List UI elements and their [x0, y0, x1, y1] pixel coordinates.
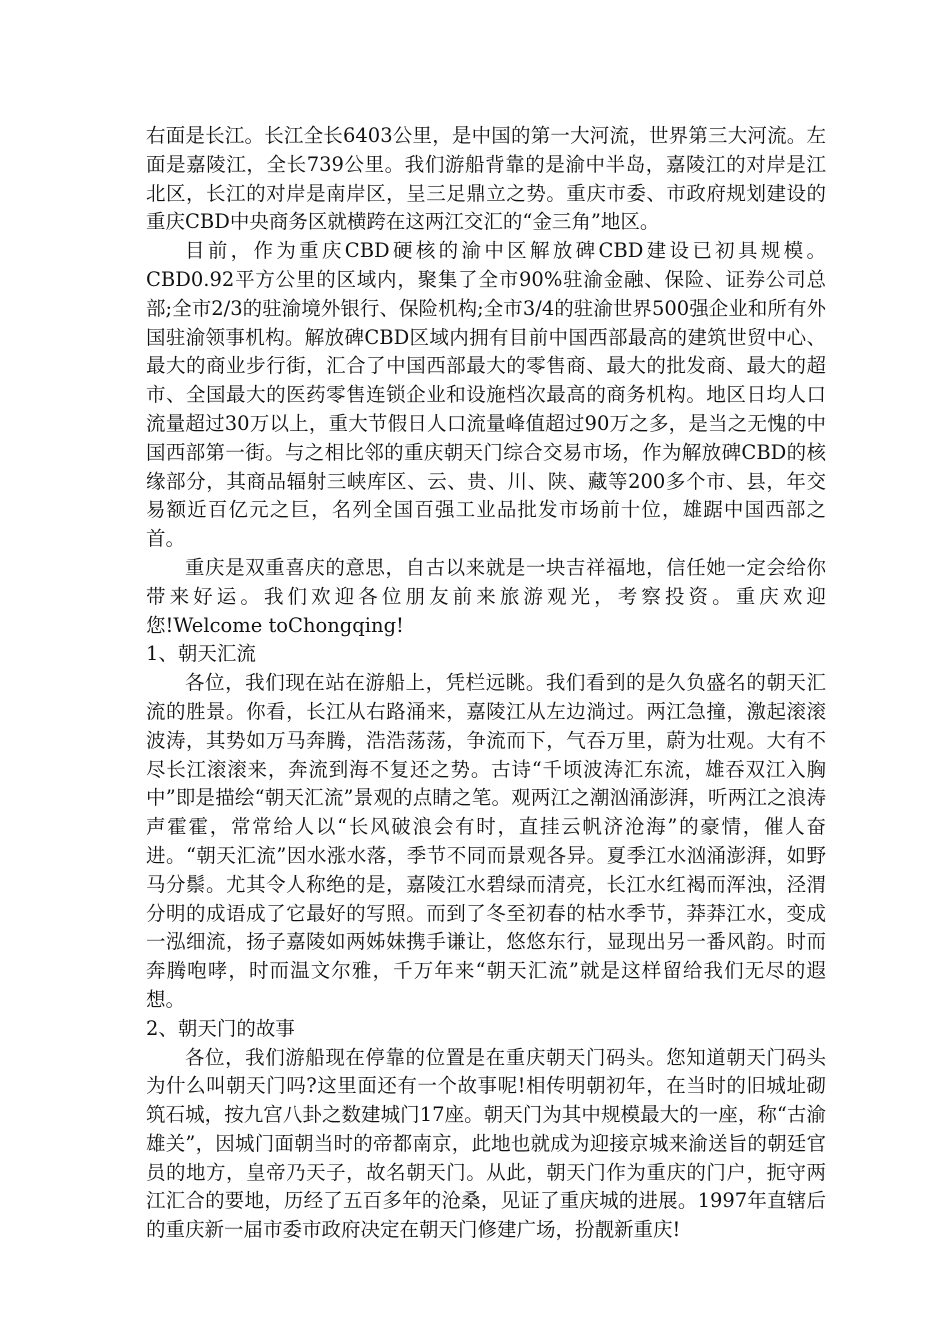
cbd-paragraph: 目前，作为重庆CBD硬核的渝中区解放碑CBD建设已初具规模。CBD0.92平方公里的区域内，聚集了全市90%驻渝金融、保险、证券公司总部;全市2/3的驻渝境外银行、保险机构;全市3/4的驻渝世界500强企业和所有外国驻渝领事机构。解放碑CBD区域内拥有目前中国西部最高的建筑世贸中心、最大的商业步行街，汇合了中国西部最大的零售商、最大的批发商、最大的超市、全国最大的医药零售连锁企业和设施档次最高的商务机构。地区日均人口流量超过30万以上，重大节假日人口流量峰值超过90万之多，是当之无愧的中国西部第一街。与之相比邻的重庆朝天门综合交易市场，作为解放碑CBD的核缘部分，其商品辐射三峡库区、云、贵、川、陕、藏等200多个市、县，年交易额近百亿元之巨，名列全国百强工业品批发市场前十位，雄踞中国西部之首。 — [146, 239, 826, 551]
chaotianmen-story-paragraph: 各位，我们游船现在停靠的位置是在重庆朝天门码头。您知道朝天门码头为什么叫朝天门吗?这里面还有一个故事呢!相传明朝初年，在当时的旧城址砌筑石城，按九宫八卦之数建城门17座。朝天门为其中规模最大的一座，称“古渝雄关”，因城门面朝当时的帝都南京，此地也就成为迎接京城来渝送旨的朝廷官员的地方，皇帝乃天子，故名朝天门。从此，朝天门作为重庆的门户，扼守两江汇合的要地，历经了五百多年的沧桑，见证了重庆城的进展。1997年直辖后的重庆新一届市委市政府决定在朝天门修建广场，扮靓新重庆! — [146, 1045, 826, 1242]
section-heading-chaotian-huiliu: 1、朝天汇流 — [146, 642, 256, 666]
document-page — [146, 122, 826, 1245]
welcome-paragraph: 重庆是双重喜庆的意思，自古以来就是一块吉祥福地，信任她一定会给你带来好运。我们欢迎各位朋友前来旅游观光，考察投资。重庆欢迎您!Welcome toChongqing! — [146, 555, 826, 637]
intro-paragraph: 右面是长江。长江全长6403公里，是中国的第一大河流，世界第三大河流。左面是嘉陵江，全长739公里。我们游船背靠的是渝中半岛，嘉陵江的对岸是江北区，长江的对岸是南岸区，呈三足鼎立之势。重庆市委、市政府规划建设的重庆CBD中央商务区就横跨在这两江交汇的“金三角”地区。 — [146, 124, 826, 234]
chaotian-huiliu-paragraph: 各位，我们现在站在游船上，凭栏远眺。我们看到的是久负盛名的朝天汇流的胜景。你看，长江从右路涌来，嘉陵江从左边淌过。两江急撞，激起滚滚波涛，其势如万马奔腾，浩浩荡荡，争流而下，气吞万里，蔚为壮观。大有不尽长江滚滚来，奔流到海不复还之势。古诗“千顷波涛汇东流，雄吞双江入胸中”即是描绘“朝天汇流”景观的点睛之笔。观两江之潮汹涌澎湃，听两江之浪涛声霍霍，常常给人以“长风破浪会有时，直挂云帆济沧海”的豪情，催人奋进。“朝天汇流”因水涨水落，季节不同而景观各异。夏季江水汹涌澎湃，如野马分鬃。尤其令人称绝的是，嘉陵江水碧绿而清亮，长江水红褐而浑浊，泾渭分明的成语成了它最好的写照。而到了冬至初春的枯水季节，莽莽江水，变成一泓细流，扬子嘉陵如两姊妹携手谦让，悠悠东行，显现出另一番风韵。时而奔腾咆哮，时而温文尔雅，千万年来“朝天汇流”就是这样留给我们无尽的遐想。 — [146, 671, 826, 1011]
section-heading-chaotianmen-story: 2、朝天门的故事 — [146, 1016, 295, 1040]
